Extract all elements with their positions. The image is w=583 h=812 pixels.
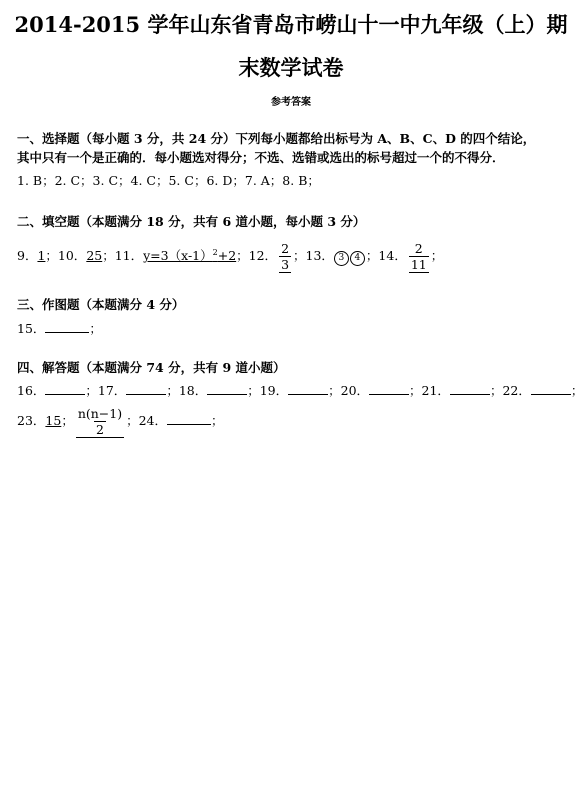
q16-blank bbox=[45, 382, 85, 395]
q23-numerator: n(n−1) bbox=[77, 405, 123, 421]
q14-fraction bbox=[409, 241, 429, 273]
section4-heading: 四、解答题（本题满分 74 分，共有 9 道小题） bbox=[17, 360, 286, 375]
q19-blank bbox=[288, 382, 328, 395]
q20-label: ；20． bbox=[328, 383, 370, 398]
section1-answers: 1. B；2. C；3. C；4. C；5. C；6. D；7. A；8. B； bbox=[17, 173, 320, 188]
q10-label: ；10． bbox=[45, 248, 87, 264]
q12-label: ；12． bbox=[236, 248, 278, 264]
q15-end: ； bbox=[89, 321, 102, 336]
q23-separator: ； bbox=[61, 413, 74, 428]
q17-label: ；17． bbox=[85, 383, 127, 398]
q11-exponent: 2 bbox=[212, 248, 218, 257]
q11-answer bbox=[143, 248, 236, 263]
section2-answers bbox=[17, 234, 443, 275]
q19-label: ；19． bbox=[247, 383, 289, 398]
q11-answer-tail: +2 bbox=[217, 248, 237, 264]
q9-label: 9． bbox=[17, 248, 38, 264]
circled-number-4: 4 bbox=[350, 251, 365, 266]
q17-blank bbox=[126, 382, 166, 395]
subtitle: 参考答案 bbox=[271, 97, 311, 108]
q10-answer: 25 bbox=[86, 248, 103, 264]
q24-label: ；24． bbox=[126, 413, 168, 428]
q9-answer: 1 bbox=[37, 248, 46, 264]
section3-answers bbox=[17, 320, 102, 337]
q23-denominator: 2 bbox=[95, 421, 104, 437]
section3-heading: 三、作图题（本题满分 4 分） bbox=[17, 297, 185, 312]
q16-label: 16． bbox=[17, 383, 46, 398]
q12-denominator: 3 bbox=[281, 256, 290, 272]
page-title-line2: 末数学试卷 bbox=[238, 55, 344, 80]
section4-answers-row1 bbox=[17, 382, 583, 399]
q22-blank bbox=[531, 382, 571, 395]
q21-blank bbox=[450, 382, 490, 395]
q18-label: ；18． bbox=[166, 383, 208, 398]
section1-heading-cont: 其中只有一个是正确的．每小题选对得分；不选、选错或选出的标号超过一个的不得分． bbox=[17, 150, 505, 165]
q11-answer-main: y=3（x-1） bbox=[143, 248, 213, 264]
q21-label: ；21． bbox=[409, 383, 450, 398]
q18-blank bbox=[207, 382, 247, 395]
q12-numerator: 2 bbox=[281, 240, 290, 256]
q14-end: ； bbox=[430, 248, 444, 264]
q23-fraction bbox=[76, 406, 124, 438]
q13-label: ；13． bbox=[293, 248, 334, 264]
q11-label: ；11． bbox=[102, 248, 144, 264]
q22-end: ； bbox=[570, 383, 583, 398]
section4-answers-row2 bbox=[17, 402, 224, 440]
page-title: 2014-2015 学年山东省青岛市崂山十一中九年级（上）期 bbox=[14, 12, 568, 37]
q22-label: ；22． bbox=[489, 383, 531, 398]
q12-fraction bbox=[279, 241, 291, 273]
q15-label: 15． bbox=[17, 321, 46, 336]
q24-end: ； bbox=[211, 413, 224, 428]
q14-denominator: 11 bbox=[410, 256, 427, 272]
q14-label: ；14． bbox=[365, 248, 407, 264]
q13-answer bbox=[334, 248, 366, 263]
q23-answer: 15 bbox=[45, 413, 62, 428]
q15-blank bbox=[45, 320, 89, 333]
q23-label: 23． bbox=[17, 413, 46, 428]
section1-heading: 一、选择题（每小题 3 分，共 24 分）下列每小题都给出标号为 A、B、C、D 的四个结论， bbox=[17, 131, 536, 146]
section2-heading: 二、填空题（本题满分 18 分，共有 6 道小题，每小题 3 分） bbox=[17, 214, 366, 229]
circled-number-3: 3 bbox=[334, 251, 349, 266]
q24-blank bbox=[167, 412, 211, 425]
q14-numerator: 2 bbox=[414, 240, 423, 256]
q20-blank bbox=[369, 382, 409, 395]
